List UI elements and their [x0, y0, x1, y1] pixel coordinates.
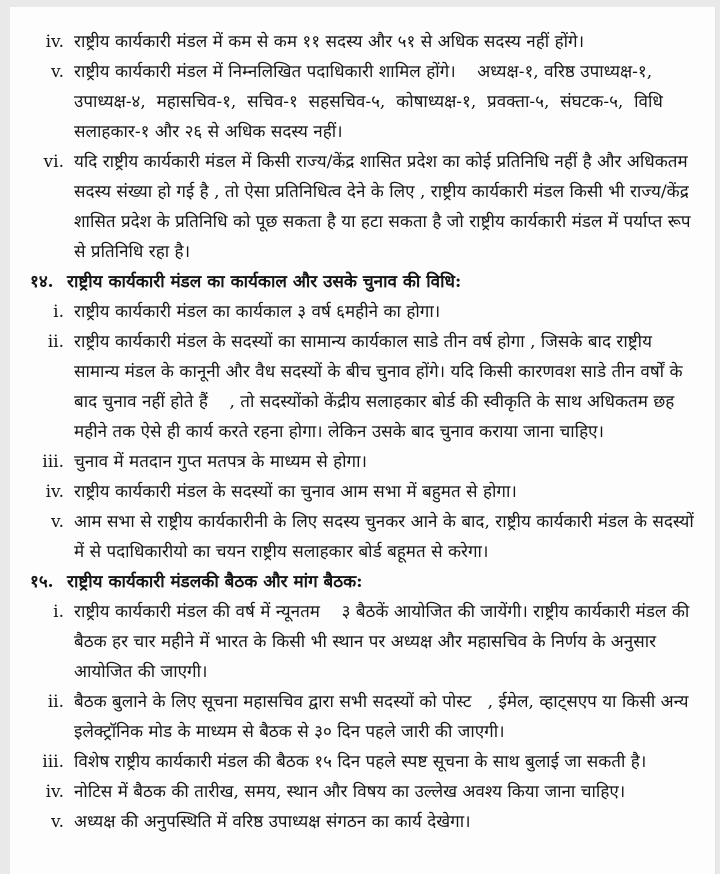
- list-item-text: नोटिस में बैठक की तारीख, समय, स्थान और विषय का उल्लेख अवश्य किया जाना चाहिए।: [74, 782, 626, 802]
- list-item-marker: iv.: [45, 32, 64, 52]
- document-body: [10, 27, 699, 837]
- list-item-marker: v.: [51, 812, 64, 832]
- list-item: [10, 687, 699, 747]
- list-item: [10, 327, 699, 447]
- list-item: [10, 747, 699, 777]
- list-item: [10, 447, 699, 477]
- list-item-marker: iv.: [45, 782, 64, 802]
- section-title: राष्ट्रीय कार्यकारी मंडल का कार्यकाल और उसके चुनाव की विधि:: [67, 272, 462, 292]
- list-item-text: राष्ट्रीय कार्यकारी मंडल में कम से कम ११ सदस्य और ५१ से अधिक सदस्य नहीं होंगे।: [74, 32, 585, 52]
- list-item: [10, 27, 699, 57]
- list-item-text: विशेष राष्ट्रीय कार्यकारी मंडल की बैठक १५ दिन पहले स्पष्ट सूचना के साथ बुलाई जा सकती है।: [74, 752, 647, 772]
- list-item-marker: ii.: [47, 692, 64, 712]
- list-item: [10, 507, 699, 567]
- list-item-marker: vi.: [43, 152, 64, 172]
- list-item-text: राष्ट्रीय कार्यकारी मंडल की वर्ष में न्यूनतम ३ बैठकें आयोजित की जायेंगी। राष्ट्रीय कार्यकारी मंडल की बैठक हर चार महीने में भारत के किसी भी स्थान पर अध्यक्ष और महासचिव के निर्णय के अनुसार आयोजित की जाएगी।: [74, 602, 695, 682]
- list-item-marker: v.: [51, 512, 64, 532]
- list-item-marker: ii.: [47, 332, 64, 352]
- section-number: १५.: [30, 572, 54, 592]
- section-heading: [10, 267, 699, 297]
- list-item-text: अध्यक्ष की अनुपस्थिति में वरिष्ठ उपाध्यक्ष संगठन का कार्य देखेगा।: [74, 812, 471, 832]
- list-item-text: राष्ट्रीय कार्यकारी मंडल के सदस्यों का सामान्य कार्यकाल साडे तीन वर्ष होगा , जिसके बाद राष्ट्रीय सामान्य मंडल के कानूनी और वैध सदस्यों के बीच चुनाव होंगे। यदि किसी कारणवश साडे तीन वर्षों के बाद चुनाव नहीं होते हैं , तो सदस्योंको केंद्रीय सलाहकार बोर्ड की स्वीकृति के साथ अधिकतम छह महीने तक ऐसे ही कार्य करते रहना होगा। लेकिन उसके बाद चुनाव कराया जाना चाहिए।: [74, 332, 688, 442]
- list-item-marker: v.: [51, 62, 64, 82]
- list-item-marker: i.: [53, 302, 64, 322]
- list-item-text: राष्ट्रीय कार्यकारी मंडल के सदस्यों का चुनाव आम सभा में बहुमत से होगा।: [74, 482, 517, 502]
- list-item-text: आम सभा से राष्ट्रीय कार्यकारीनी के लिए सदस्य चुनकर आने के बाद, राष्ट्रीय कार्यकारी मंडल के सदस्यों में से पदाधिकारीयो का चयन राष्ट्रीय सलाहकार बोर्ड बहूमत से करेगा।: [74, 512, 700, 562]
- list-item-text: बैठक बुलाने के लिए सूचना महासचिव द्वारा सभी सदस्यों को पोस्ट , ईमेल, व्हाट्सएप या किसी अन्य इलेक्ट्रॉनिक मोड के माध्यम से बैठक से ३० दिन पहले जारी की जाएगी।: [74, 692, 694, 742]
- scanned-document-page: [10, 7, 716, 874]
- list-item-text: चुनाव में मतदान गुप्त मतपत्र के माध्यम से होगा।: [74, 452, 367, 472]
- section-heading: [10, 567, 699, 597]
- list-item: [10, 777, 699, 807]
- list-item: [10, 147, 699, 267]
- list-item: [10, 597, 699, 687]
- section-title: राष्ट्रीय कार्यकारी मंडलकी बैठक और मांग बैठक:: [67, 572, 363, 592]
- list-item: [10, 57, 699, 147]
- list-item-marker: iii.: [42, 752, 64, 772]
- list-item-marker: i.: [53, 602, 64, 622]
- list-item-text: यदि राष्ट्रीय कार्यकारी मंडल में किसी राज्य/केंद्र शासित प्रदेश का कोई प्रतिनिधि नहीं है और अधिकतम सदस्य संख्या हो गई है , तो ऐसा प्रतिनिधित्व देने के लिए , राष्ट्रीय कार्यकारी मंडल किसी भी राज्य/केंद्र शासित प्रदेश के प्रतिनिधि को पूछ सकता है या हटा सकता है जो राष्ट्रीय कार्यकारी मंडल में पर्याप्त रूप से प्रतिनिधि रहा है।: [74, 152, 696, 262]
- list-item: [10, 477, 699, 507]
- list-item-marker: iv.: [45, 482, 64, 502]
- list-item-text: राष्ट्रीय कार्यकारी मंडल का कार्यकाल ३ वर्ष ६महीने का होगा।: [74, 302, 441, 322]
- list-item-marker: iii.: [42, 452, 64, 472]
- list-item: [10, 807, 699, 837]
- list-item: [10, 297, 699, 327]
- list-item-text: राष्ट्रीय कार्यकारी मंडल में निम्नलिखित पदाधिकारी शामिल होंगे। अध्यक्ष-१, वरिष्ठ उपाध्यक्ष-१, उपाध्यक्ष-४, महासचिव-१, सचिव-१ सहसचिव-५, कोषाध्यक्ष-१, प्रवक्ता-५, संघटक-५, विधि सलाहकार-१ और २६ से अधिक सदस्य नहीं।: [74, 62, 669, 142]
- section-number: १४.: [30, 272, 54, 292]
